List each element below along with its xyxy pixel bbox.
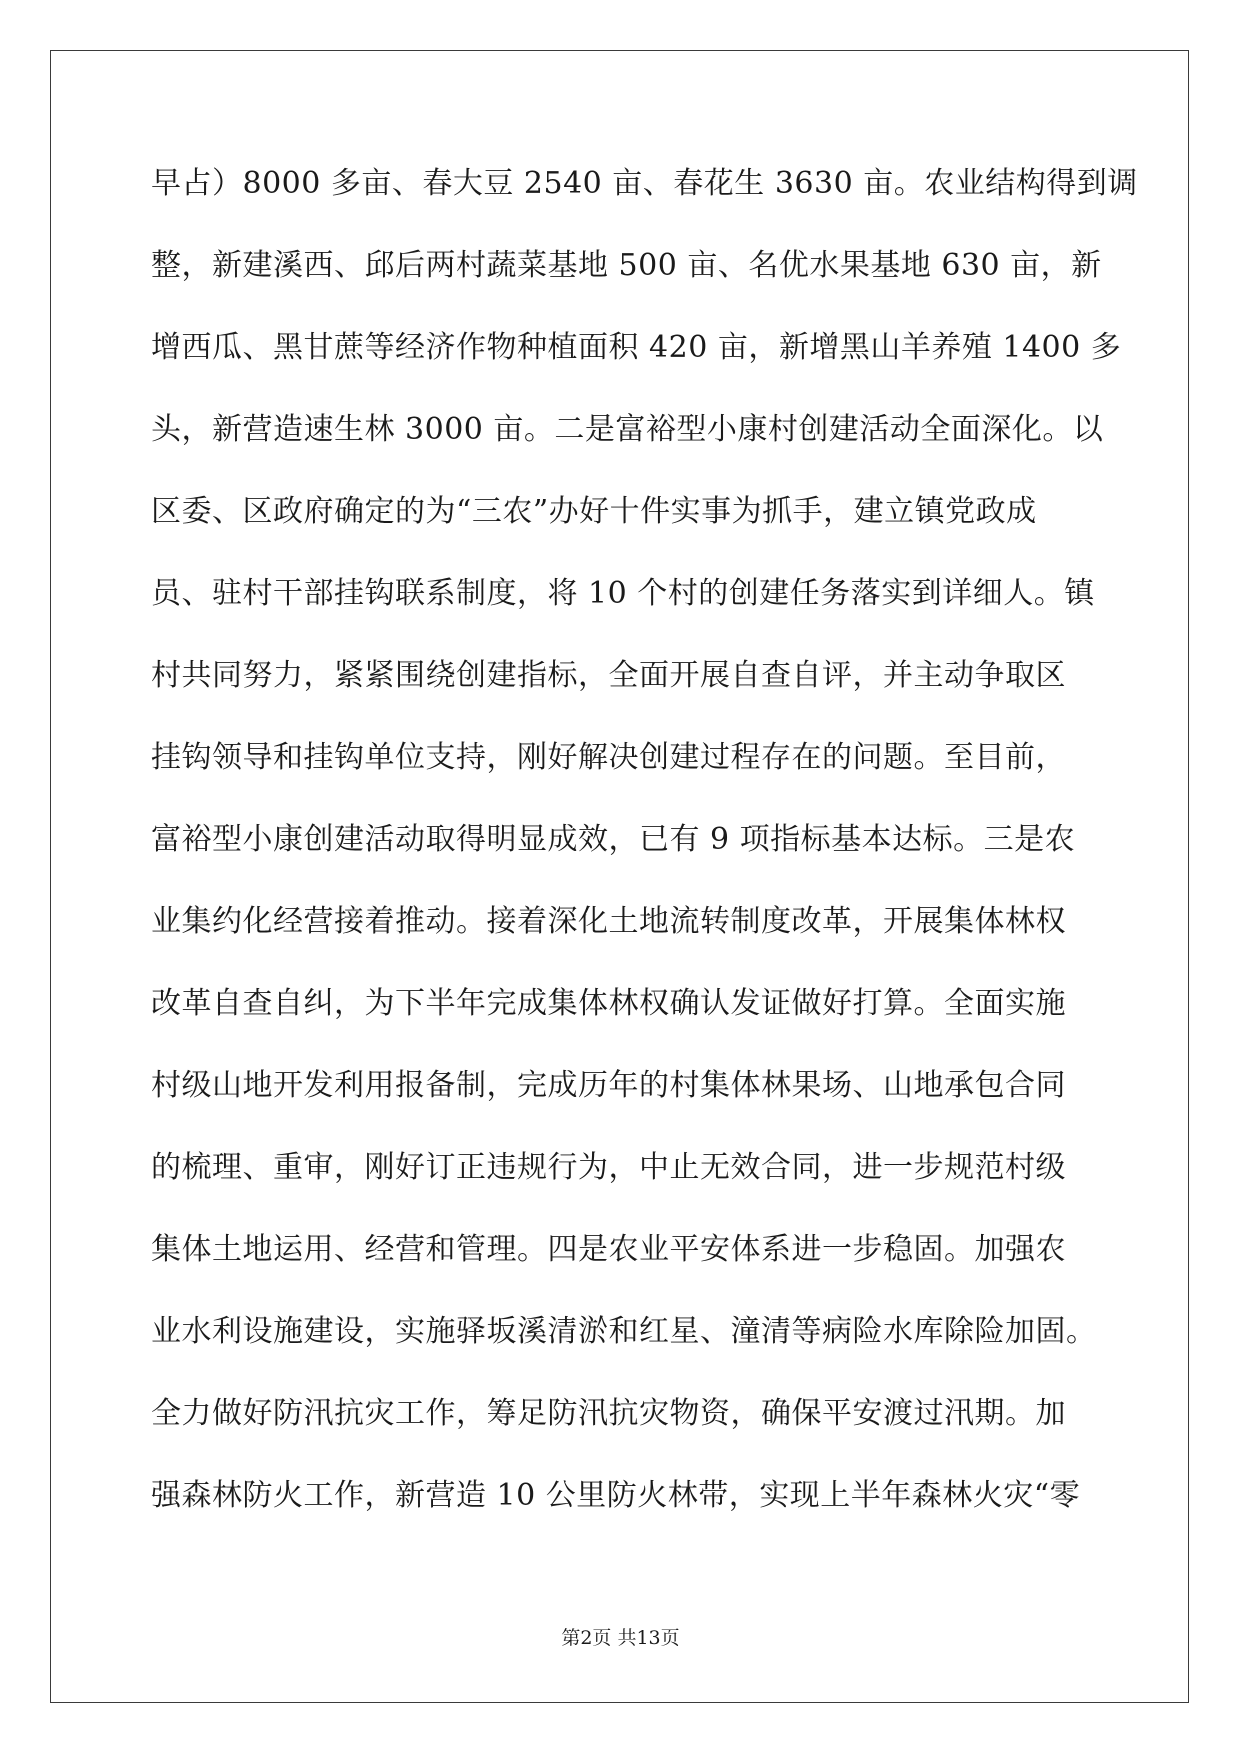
text-line: 员、驻村干部挂钩联系制度，将 10 个村的创建任务落实到详细人。镇 bbox=[151, 576, 1095, 611]
text-line: 区委、区政府确定的为“三农”办好十件实事为抓手，建立镇党政成 bbox=[151, 494, 1037, 529]
text-line: 增西瓜、黑甘蔗等经济作物种植面积 420 亩，新增黑山羊养殖 1400 多 bbox=[151, 330, 1122, 365]
page-footer: 第2页 共13页 bbox=[561, 1627, 680, 1649]
text-line: 头，新营造速生林 3000 亩。二是富裕型小康村创建活动全面深化。以 bbox=[151, 412, 1104, 447]
text-line: 早占）8000 多亩、春大豆 2540 亩、春花生 3630 亩。农业结构得到调 bbox=[151, 166, 1138, 201]
text-line: 整，新建溪西、邱后两村蔬菜基地 500 亩、名优水果基地 630 亩，新 bbox=[151, 248, 1102, 283]
text-line: 强森林防火工作，新营造 10 公里防火林带，实现上半年森林火灾“零 bbox=[151, 1478, 1081, 1513]
text-line: 改革自查自纠，为下半年完成集体林权确认发证做好打算。全面实施 bbox=[151, 986, 1066, 1021]
text-line: 业集约化经营接着推动。接着深化土地流转制度改革，开展集体林权 bbox=[151, 904, 1066, 939]
text-line: 富裕型小康创建活动取得明显成效，已有 9 项指标基本达标。三是农 bbox=[151, 822, 1076, 857]
text-line: 业水利设施建设，实施驿坂溪清淤和红星、潼清等病险水库除险加固。 bbox=[151, 1314, 1097, 1349]
text-line: 挂钩领导和挂钩单位支持，刚好解决创建过程存在的问题。至目前， bbox=[151, 740, 1066, 775]
text-line: 村共同努力，紧紧围绕创建指标，全面开展自查自评，并主动争取区 bbox=[151, 658, 1066, 693]
text-line: 的梳理、重审，刚好订正违规行为，中止无效合同，进一步规范村级 bbox=[151, 1150, 1066, 1185]
text-line: 村级山地开发利用报备制，完成历年的村集体林果场、山地承包合同 bbox=[151, 1068, 1066, 1103]
text-line: 集体土地运用、经营和管理。四是农业平安体系进一步稳固。加强农 bbox=[151, 1232, 1066, 1267]
body-text bbox=[151, 164, 1138, 1558]
text-line: 全力做好防汛抗灾工作，筹足防汛抗灾物资，确保平安渡过汛期。加 bbox=[151, 1396, 1066, 1431]
